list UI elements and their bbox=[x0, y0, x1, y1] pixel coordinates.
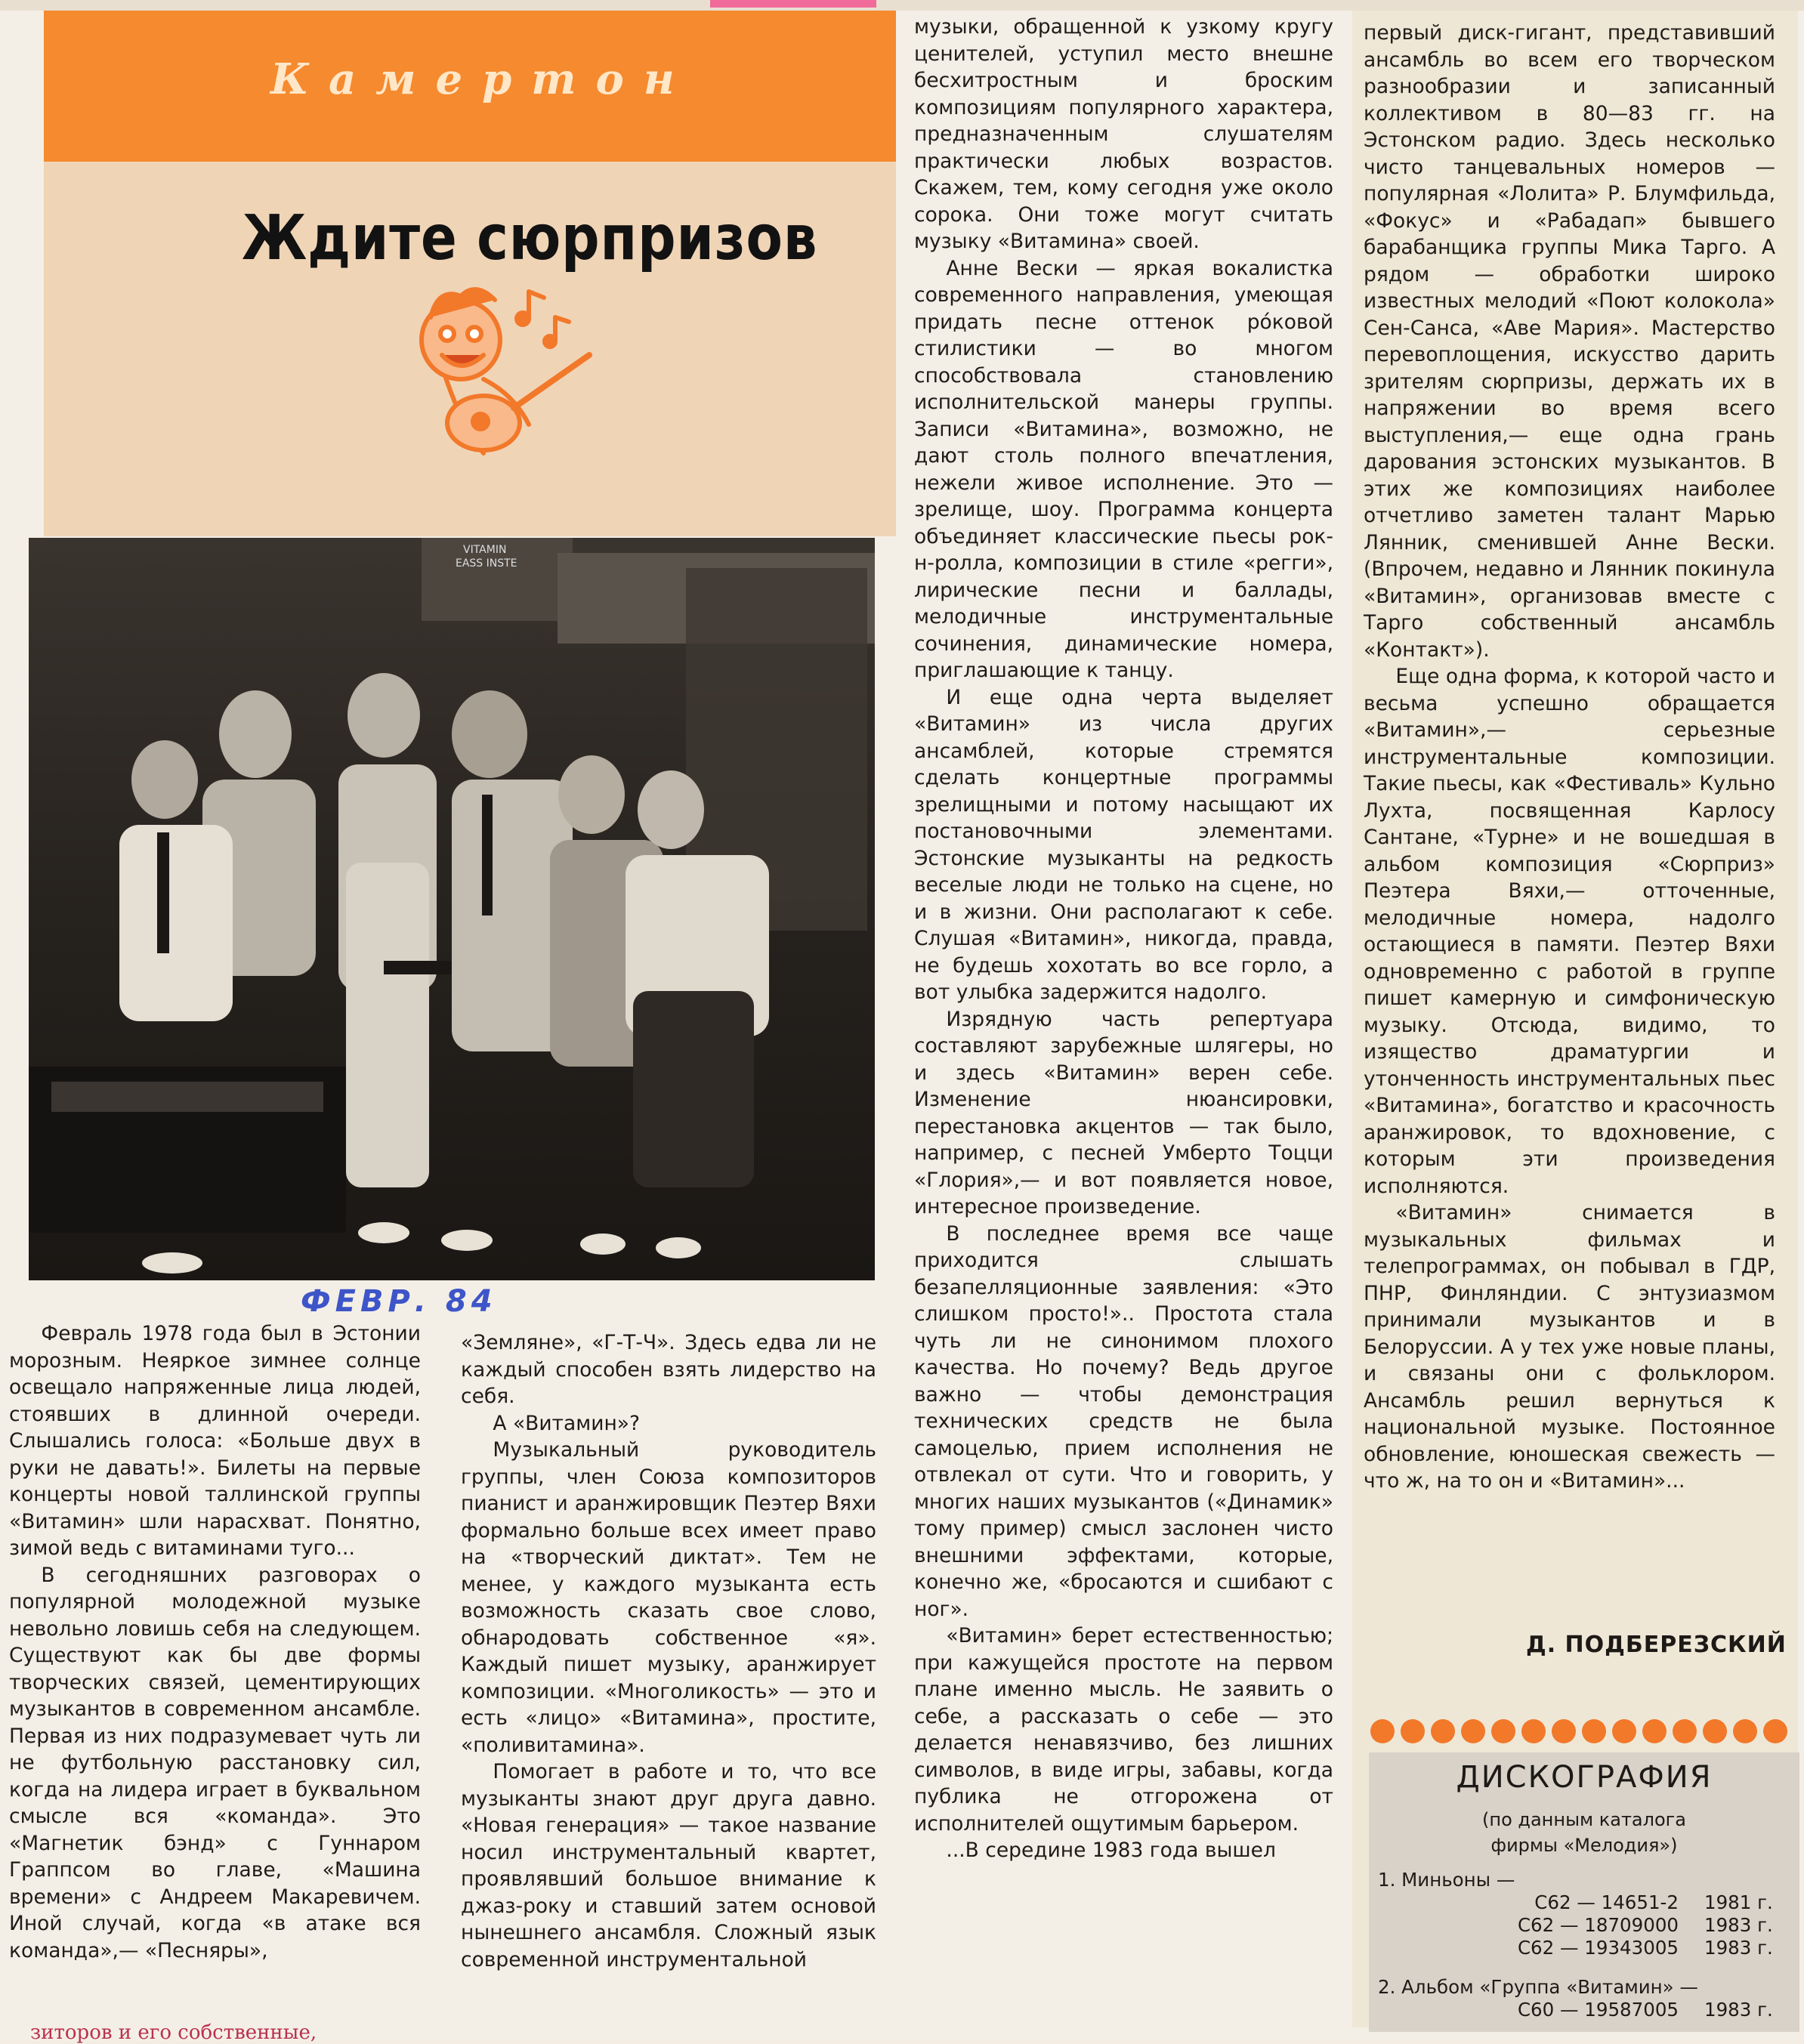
paragraph: первый диск-гигант, представивший ансамбль во всем его творческом разнообразии и записанный коллективом в 80—83 гг. на Эстонском радио. Здесь несколько чисто танцевальных номеров — популярная «Лолита» Р. Блумфильда, «Фокус» и «Рабадап» бывшего барабанщика группы Мика Тарго. А рядом — обработки широко известных мелодий «Поют колокола» Сен-Санса, «Аве Мария». Мастерство перевоплощения, искусство дарить зрителям сюрпризы, держать их в напряжении во время всего выступления,— еще одна грань дарования эстонских музыкантов. В этих же композициях наиболее отчетливо заметен талант Марью Лянник, сменившей Анне Вески. (Впрочем, недавно и Лянник покинула «Витамин», организовав вместе с Тарго собственный ансамбль «Контакт»). bbox=[1364, 21, 1775, 662]
pink-marker-strip bbox=[710, 0, 876, 8]
discography-entry bbox=[1378, 1999, 1798, 2021]
record-year: 1983 г. bbox=[1704, 1937, 1773, 1959]
photo-sign-line2: EASS INSTE bbox=[456, 557, 517, 570]
handwritten-date: ФЕВР. 84 bbox=[301, 1284, 497, 1319]
discography-entry bbox=[1378, 1891, 1798, 1914]
discography-item-head: 2. Альбом «Группа «Витамин» — bbox=[1378, 1976, 1698, 1998]
discography-item-head: 1. Миньоны — bbox=[1378, 1869, 1515, 1891]
band-photo bbox=[29, 538, 875, 1280]
article-column-2 bbox=[461, 1329, 876, 1973]
paragraph: А «Витамин»? bbox=[493, 1411, 641, 1435]
paragraph: «Витамин» берет естественностью; при кажущейся простоте на первом плане именно мысль. Не заявить о себе, а рассказать о себе — это делается ненавязчиво, без лишних символов, в виде игры, забавы, когда публика не отгорожена от исполнителей ощутимым барьером. bbox=[914, 1624, 1333, 1836]
paragraph: И еще одна черта выделяет «Витамин» из числа других ансамблей, которые стремятся сделать концертные программы зрелищными и потому насыщают их постановочными элементами. Эстонские музыканты на редкость веселые люди не только на сцене, но и в жизни. Они располагают к себе. Слушая «Витамин», никогда, правда, не будешь хохотать во все горло, а вот улыбка задержится надолго. bbox=[914, 685, 1333, 1004]
article-column-4 bbox=[1364, 20, 1775, 1495]
author-byline: Д. ПОДБЕРЕЗСКИЙ bbox=[1526, 1632, 1787, 1658]
article-column-3 bbox=[914, 14, 1333, 1864]
paragraph: «Земляне», «Г-Т-Ч». Здесь едва ли не каждый способен взять лидерство на себя. bbox=[461, 1331, 876, 1408]
paragraph: Музыкальный руководитель группы, член Союза композиторов пианист и аранжировщик Пеэтер Вяхи формально больше всех имеет право на «творческий диктат». Тем не менее, у каждого музыканта есть возможность сказать свое слово, обнародовать собственное «я». Каждый пишет музыку, аранжирует композиции. «Многоликость» — это и есть «лицо» «Витамина», простите, «поливитамина». bbox=[461, 1438, 876, 1757]
record-code: С62 — 18709000 bbox=[1517, 1914, 1679, 1936]
rubric-title: Камертон bbox=[270, 54, 694, 104]
cut-off-text: зиторов и его собственные, bbox=[30, 2021, 317, 2044]
discography-subtitle bbox=[1369, 1807, 1799, 1858]
discography-entry bbox=[1378, 1914, 1798, 1937]
headline: Ждите сюрпризов bbox=[242, 202, 818, 274]
paragraph: «Витамин» снимается в музыкальных фильмах и телепрограммах, он побывал в ГДР, ПНР, Финляндии. С энтузиазмом принимали музыкантов и в Белоруссии. А у тех уже новые планы, и связаны они с фольклором. Ансамбль решил вернуться к национальной музыке. Постоянное обновление, юношеская свежесть — что ж, на то он и «Витамин»... bbox=[1364, 1201, 1775, 1493]
record-code: С60 — 19587005 bbox=[1517, 1999, 1679, 2021]
photo-sign-line1: VITAMIN bbox=[463, 544, 507, 556]
paragraph: Анне Вески — яркая вокалистка современного направления, умеющая придать песне оттенок ро́ковой стилистики — во многом способствовала становлению исполнительской манеры группы. Записи «Витамина», возможно, не дают столь полного впечатления, нежели живое исполнение. Это — зрелище, шоу. Программа концерта объединяет классические пьесы рок-н-ролла, композиции в стиле «регги», лирические песни и баллады, мелодичные инструментальные сочинения, динамические номера, приглашающие к танцу. bbox=[914, 256, 1333, 682]
record-code: С62 — 14651-2 bbox=[1534, 1891, 1679, 1913]
paragraph: музыки, обращенной к узкому кругу ценителей, уступил место внешне бесхитростным и броским композициям популярного характера, предназначенным слушателям практически любых возрастов. Скажем, тем, кому сегодня уже около сорока. Они тоже могут считать музыку «Витамина» своей. bbox=[914, 15, 1333, 253]
guitar-mascot-icon bbox=[400, 287, 604, 468]
paragraph: ...В середине 1983 года вышел bbox=[946, 1839, 1276, 1862]
discography-title: ДИСКОГРАФИЯ bbox=[1456, 1760, 1713, 1795]
paragraph: В последнее время все чаще приходится слышать безапелляционные заявления: «Это слишком просто!».. Простота стала чуть ли не синонимом плохого качества. Но почему? Ведь другое важно — чтобы демонстрация технических средств не была самоцелью, прием исполнения не отвлекал от сути. Что и говорить, у многих наших музыкантов («Динамик» тому пример) смысл заслонен чисто внешними эффектами, которые, конечно же, «бросаются и сшибают с ног». bbox=[914, 1221, 1333, 1621]
paragraph: Помогает в работе и то, что все музыканты знают друг друга давно. «Новая генерация» — такое название носил инструментальный квартет, проявлявший большое внимание к джаз-року и ставший затем основой нынешнего ансамбля. Сложный язык современной инструментальной bbox=[461, 1760, 876, 1971]
record-code: С62 — 19343005 bbox=[1517, 1937, 1679, 1959]
article-column-1 bbox=[9, 1320, 421, 1964]
record-year: 1983 г. bbox=[1704, 1914, 1773, 1936]
record-year: 1981 г. bbox=[1704, 1891, 1773, 1913]
band-photo-image bbox=[29, 538, 875, 1280]
discography-entry bbox=[1378, 1937, 1798, 1959]
orange-dot-divider bbox=[1369, 1716, 1799, 1746]
scan-border bbox=[0, 0, 1804, 11]
paragraph: Изрядную часть репертуара составляют зарубежные шлягеры, но и здесь «Витамин» верен себе. Изменение нюансировки, перестановка акцентов — так было, например, с песней Умберто Тоцци «Глория»,— и вот появляется новое, интересное произведение. bbox=[914, 1007, 1333, 1218]
discography-subtitle-line: фирмы «Мелодия») bbox=[1490, 1835, 1678, 1856]
paragraph: Февраль 1978 года был в Эстонии морозным. Неяркое зимнее солнце освещало напряженные лица людей, стоявших в длинной очереди. Слышались голоса: «Больше двух в руки не давать!». Билеты на первые концерты новой таллинской группы «Витамин» шли нарасхват. Понятно, зимой ведь с витаминами туго... bbox=[9, 1322, 421, 1560]
record-year: 1983 г. bbox=[1704, 1999, 1773, 2021]
discography-subtitle-line: (по данным каталога bbox=[1482, 1809, 1686, 1830]
paragraph: В сегодняшних разговорах о популярной молодежной музыке невольно ловишь себя на следующем. Существуют как бы две формы творческих связей, цементирующих музыкантов в современном ансамбле. Первая из них подразумевает чуть ли не футбольную расстановку сил, когда на лидера играет в буквальном смысле вся «команда». Это «Магнетик бэнд» с Гуннаром Граппсом во главе, «Машина времени» с Андреем Макаревичем. Иной случай, когда «в атаке вся команда»,— «Песняры», bbox=[9, 1563, 421, 1962]
paragraph: Еще одна форма, к которой часто и весьма успешно обращается «Витамин»,— серьезные инструментальные композиции. Такие пьесы, как «Фестиваль» Кульно Лухта, посвященная Карлосу Сантане, «Турне» и не вошедшая в альбом композиция «Сюрприз» Пеэтера Вяхи,— отточенные, мелодичные номера, надолго остающиеся в памяти. Пеэтер Вяхи одновременно с работой в группе пишет камерную и симфоническую музыку. Отсюда, видимо, то изящество драматургии и утонченность инструментальных пьес «Витамина», богатство и красочность аранжировок, то вдохновение, с которым эти произведения исполняются. bbox=[1364, 665, 1775, 1198]
discography-list bbox=[1378, 1869, 1798, 2021]
